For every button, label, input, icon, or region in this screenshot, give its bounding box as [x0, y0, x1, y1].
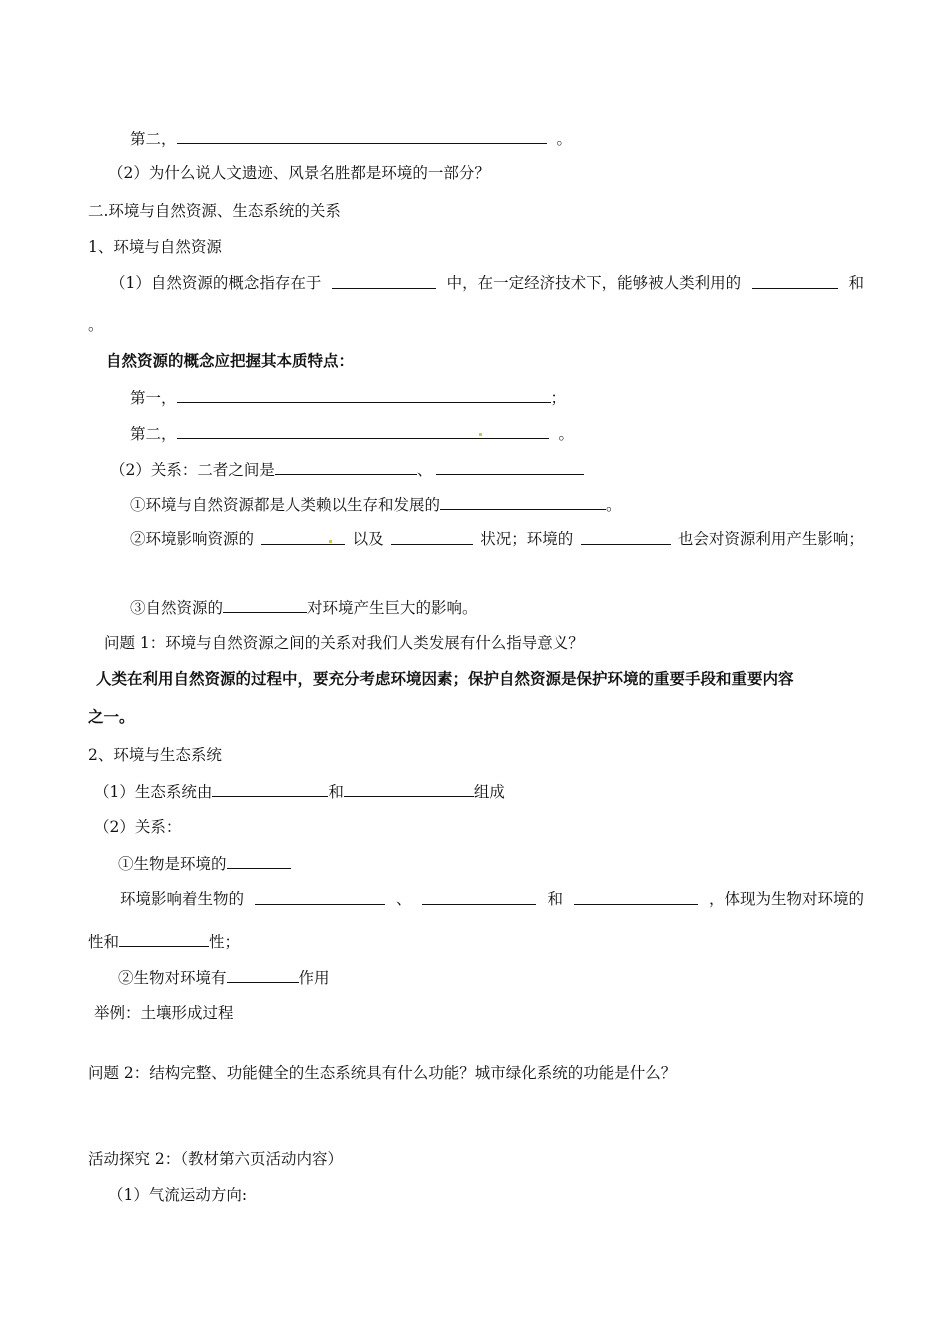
line-period: 。: [88, 316, 104, 334]
fill-blank[interactable]: [422, 888, 536, 905]
line-second-point-a: 第二， 。: [130, 127, 572, 150]
line-adaptability: 性和 性；: [88, 930, 240, 953]
fill-blank[interactable]: [227, 852, 291, 869]
line-second-feature: 第二， 。: [130, 422, 574, 445]
fill-blank[interactable]: [752, 272, 838, 289]
activity-item-1: （1）气流运动方向:: [108, 1186, 248, 1204]
fill-blank[interactable]: [177, 127, 547, 144]
fill-blank[interactable]: [391, 528, 473, 545]
question-2: 问题 2：结构完整、功能健全的生态系统具有什么功能？城市绿化系统的功能是什么？: [88, 1064, 677, 1082]
section-heading-two: 二.环境与自然资源、生态系统的关系: [88, 202, 341, 220]
line-organism-2: ②生物对环境有 作用: [118, 966, 330, 989]
question-heritage: （2）为什么说人文遗迹、风景名胜都是环境的一部分？: [108, 164, 490, 182]
fill-blank[interactable]: [223, 596, 307, 613]
subsection-heading-1: 1、环境与自然资源: [88, 238, 222, 256]
line-organism-1: ①生物是环境的: [118, 852, 291, 875]
fill-blank[interactable]: [227, 966, 299, 983]
line-first-feature: 第一， ；: [130, 386, 566, 409]
line-relation-3: ③自然资源的 对环境产生巨大的影响。: [130, 596, 478, 619]
line-relationship-2: （2）关系：: [94, 818, 182, 836]
fill-blank[interactable]: [332, 272, 436, 289]
fill-blank[interactable]: [212, 780, 328, 797]
essential-features-heading: 自然资源的概念应把握其本质特点：: [106, 351, 355, 370]
line-relationship: （2）关系：二者之间是 、: [110, 458, 584, 481]
fill-blank[interactable]: [440, 493, 606, 510]
line-environment-influence: 环境影响着生物的 、 和 ，体现为生物对环境的: [120, 890, 864, 908]
answer-1-line-1: 人类在利用自然资源的过程中，要充分考虑环境因素；保护自然资源是保护环境的重要手段和重要内容: [96, 669, 794, 688]
fill-blank[interactable]: [119, 930, 209, 947]
fill-blank[interactable]: [177, 386, 551, 403]
answer-1-line-2: 之一。: [88, 707, 135, 726]
question-1: 问题 1：环境与自然资源之间的关系对我们人类发展有什么指导意义？: [104, 634, 584, 652]
fill-blank[interactable]: [255, 888, 385, 905]
line-relation-2: ②环境影响资源的 以及 状况；环境的 也会对资源利用产生影响；: [130, 530, 864, 548]
line-resource-concept: （1）自然资源的概念指存在于 中，在一定经济技术下，能够被人类利用的 和: [110, 274, 864, 292]
stray-mark: [479, 433, 482, 436]
fill-blank[interactable]: [275, 458, 417, 475]
fill-blank[interactable]: [261, 528, 345, 545]
stray-mark: [329, 540, 332, 543]
activity-heading: 活动探究 2：（教材第六页活动内容）: [88, 1150, 344, 1168]
line-relation-1: ①环境与自然资源都是人类赖以生存和发展的 。: [130, 493, 622, 516]
fill-blank[interactable]: [177, 422, 549, 439]
example-soil: 举例：土壤形成过程: [94, 1004, 234, 1022]
fill-blank[interactable]: [344, 780, 474, 797]
line-ecosystem-composition: （1）生态系统由 和 组成: [94, 780, 505, 803]
subsection-heading-2: 2、环境与生态系统: [88, 746, 222, 764]
fill-blank[interactable]: [436, 458, 584, 475]
fill-blank[interactable]: [581, 528, 671, 545]
fill-blank[interactable]: [574, 888, 698, 905]
